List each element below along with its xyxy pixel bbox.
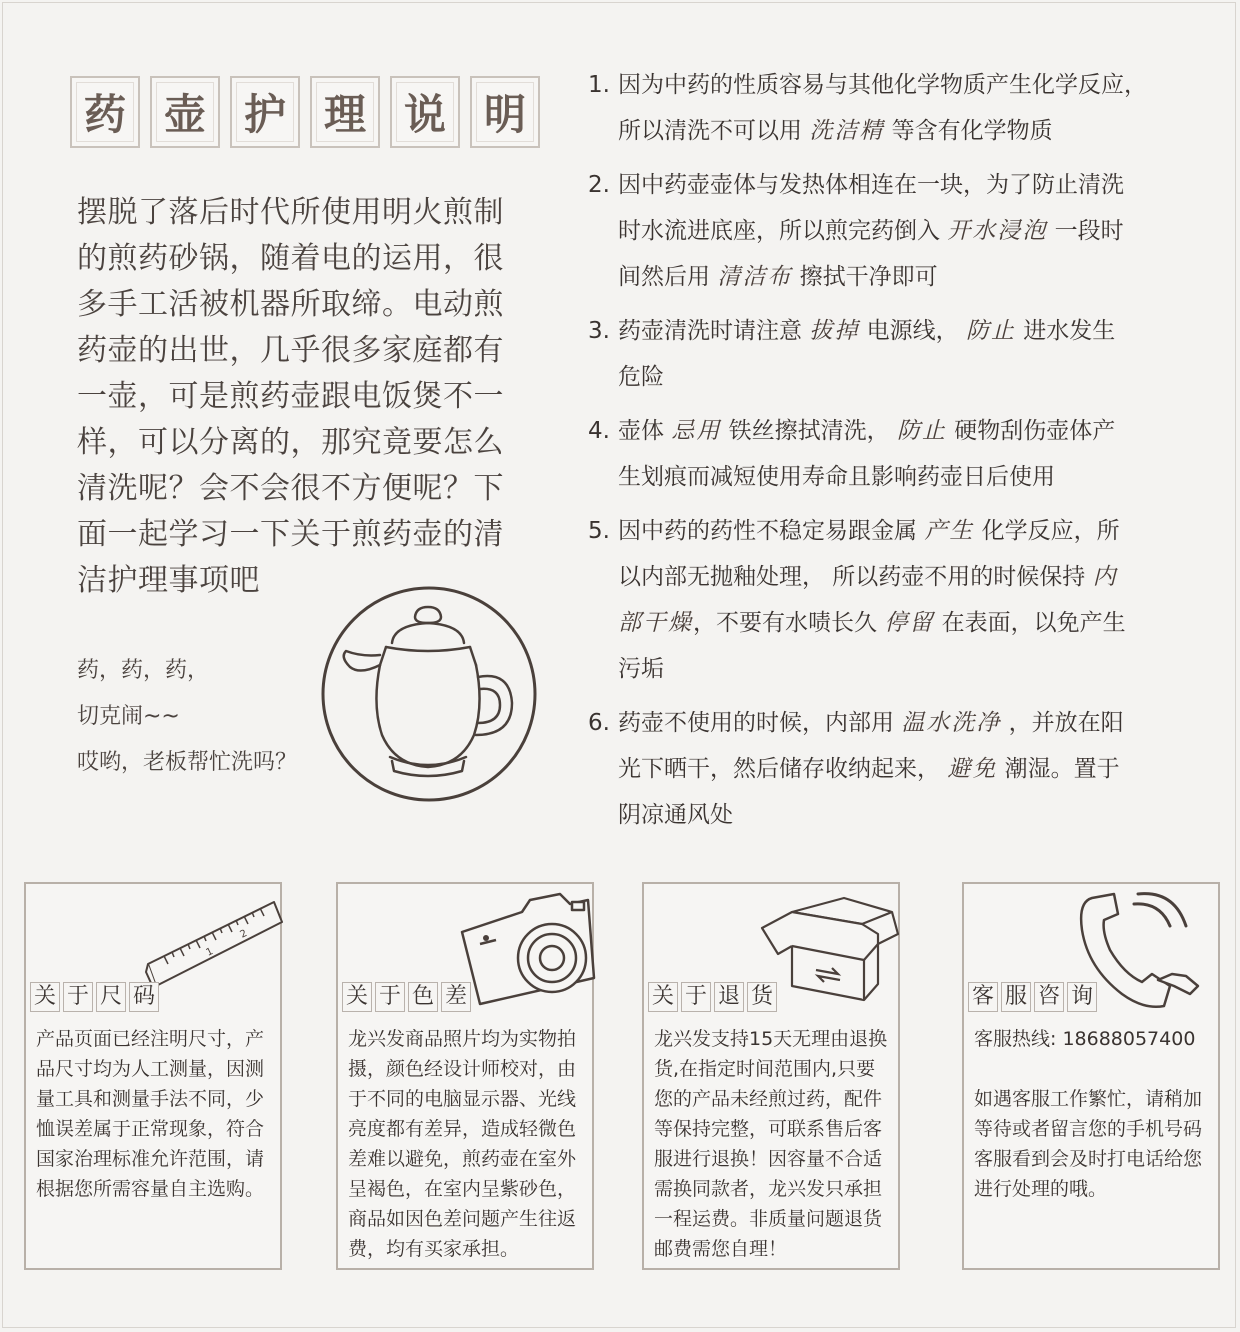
care-item-text bbox=[618, 408, 1188, 500]
card-body-line: 客服看到会及时打电话给您 bbox=[974, 1148, 1203, 1170]
card-label-char: 服 bbox=[1001, 982, 1031, 1012]
card-body-line: 等待或者留言您的手机号码 bbox=[974, 1118, 1203, 1140]
highlight-phrase: 内 bbox=[1092, 564, 1118, 590]
text-segment: 因中药的药性不稳定易跟金属 bbox=[618, 518, 925, 544]
title-char: 壶 bbox=[150, 76, 220, 148]
card-body-line: 产品页面已经注明尺寸，产 bbox=[36, 1028, 265, 1050]
care-item-line bbox=[618, 792, 1188, 838]
care-instructions-list bbox=[588, 62, 1188, 846]
care-item-text bbox=[618, 700, 1188, 838]
card-body-line: 呈褐色，在室内呈紫砂色， bbox=[348, 1178, 577, 1200]
card-body-line: 费，均有买家承担。 bbox=[348, 1238, 520, 1260]
text-segment: 壶体 bbox=[618, 418, 672, 444]
teapot-illustration bbox=[320, 585, 538, 803]
card-body-line: 您的产品未经煎过药，配件 bbox=[654, 1088, 883, 1110]
care-item-text bbox=[618, 62, 1188, 154]
ruler-icon bbox=[144, 894, 284, 994]
text-segment: 污垢 bbox=[618, 656, 664, 682]
care-item bbox=[588, 162, 1188, 300]
text-segment: 以内部无抛釉处理， 所以药壶不用的时候保持 bbox=[618, 564, 1093, 590]
dialogue-line: 哎哟，老板帮忙洗吗？ bbox=[77, 750, 298, 775]
card-label-char: 关 bbox=[648, 982, 678, 1012]
text-segment: 等含有化学物质 bbox=[884, 118, 1053, 144]
care-item-line bbox=[618, 354, 1188, 400]
intro-line: 清洗呢？会不会很不方便呢？下 bbox=[77, 471, 504, 506]
text-segment: 进水发生 bbox=[1015, 318, 1116, 344]
title-char: 明 bbox=[470, 76, 540, 148]
care-item-line bbox=[618, 554, 1188, 600]
care-item-text bbox=[618, 508, 1188, 692]
intro-line: 摆脱了落后时代所使用明火煎制 bbox=[77, 195, 504, 230]
card-body-line: 品尺寸均为人工测量，因测 bbox=[36, 1058, 265, 1080]
card-body-line: 货,在指定时间范围内,只要 bbox=[654, 1058, 876, 1080]
highlight-phrase: 忌用 bbox=[671, 418, 722, 444]
card-body-line: 需换同款者，龙兴发只承担 bbox=[654, 1178, 883, 1200]
card-body-line: 龙兴发支持15天无理由退换 bbox=[654, 1028, 888, 1050]
card-color-body bbox=[348, 1024, 582, 1264]
card-body-line: 差难以避免，煎药壶在室外 bbox=[348, 1148, 577, 1170]
card-body-line: 邮费需您自理！ bbox=[654, 1238, 788, 1260]
intro-line: 的煎药砂锅，随着电的运用，很 bbox=[77, 241, 504, 276]
care-item-line bbox=[618, 700, 1188, 746]
care-item-line bbox=[618, 508, 1188, 554]
text-segment: 硬物刮伤壶体产 bbox=[946, 418, 1116, 444]
card-size-body bbox=[36, 1024, 270, 1204]
page-title bbox=[70, 76, 540, 148]
dialogue-line: 药，药，药， bbox=[77, 658, 210, 683]
text-segment: ，不要有水啧长久 bbox=[693, 610, 885, 636]
card-body-line: 根据您所需容量自主选购。 bbox=[36, 1178, 265, 1200]
card-label-char: 差 bbox=[441, 982, 471, 1012]
intro-line: 洁护理事项吧 bbox=[77, 563, 260, 598]
card-body-line: 如遇客服工作繁忙，请稍加 bbox=[974, 1088, 1203, 1110]
text-segment: 在表面，以免产生 bbox=[934, 610, 1126, 636]
care-item-line bbox=[618, 254, 1188, 300]
camera-icon bbox=[456, 892, 596, 1010]
care-item-number: 3. bbox=[588, 318, 610, 344]
card-body-line: 客服热线: 18688057400 bbox=[974, 1028, 1196, 1050]
title-char: 说 bbox=[390, 76, 460, 148]
care-item-line bbox=[618, 208, 1188, 254]
card-size bbox=[24, 882, 282, 1270]
care-item-number: 5. bbox=[588, 518, 610, 544]
card-label-char: 退 bbox=[714, 982, 744, 1012]
card-label-char: 询 bbox=[1067, 982, 1097, 1012]
care-item-text bbox=[618, 308, 1188, 400]
card-body-line: 商品如因色差问题产生往返 bbox=[348, 1208, 577, 1230]
text-segment: 生划痕而减短使用寿命且影响药壶日后使用 bbox=[618, 464, 1055, 490]
card-body-line: 国家治理标准允许范围，请 bbox=[36, 1148, 265, 1170]
card-body-line: 亮度都有差异，造成轻微色 bbox=[348, 1118, 577, 1140]
text-segment: 间然后用 bbox=[618, 264, 718, 290]
text-segment: 光下晒干，然后储存收纳起来， bbox=[618, 756, 948, 782]
text-segment: 因为中药的性质容易与其他化学物质产生化学反应， bbox=[618, 72, 1147, 98]
svg-text:1: 1 bbox=[204, 946, 216, 959]
card-label-char: 色 bbox=[408, 982, 438, 1012]
card-body-line: 进行处理的哦。 bbox=[974, 1178, 1108, 1200]
card-label-char: 于 bbox=[63, 982, 93, 1012]
highlight-phrase: 开水浸泡 bbox=[947, 218, 1048, 244]
text-segment: 因中药壶壶体与发热体相连在一块，为了防止清洗 bbox=[618, 172, 1124, 198]
card-label-char: 客 bbox=[968, 982, 998, 1012]
card-return-label bbox=[648, 982, 780, 1012]
care-item bbox=[588, 508, 1188, 692]
card-body-line: 一程运费。非质量问题退货 bbox=[654, 1208, 883, 1230]
card-body-line: 服进行退换！因容量不合适 bbox=[654, 1148, 883, 1170]
card-body-line: 龙兴发商品照片均为实物拍 bbox=[348, 1028, 577, 1050]
intro-line: 面一起学习一下关于煎药壶的清 bbox=[77, 517, 504, 552]
dialogue-text bbox=[77, 648, 337, 786]
care-item bbox=[588, 700, 1188, 838]
text-segment: 药壶清洗时请注意 bbox=[618, 318, 810, 344]
card-color-label bbox=[342, 982, 474, 1012]
highlight-phrase: 停留 bbox=[884, 610, 935, 636]
text-segment: 电源线， bbox=[859, 318, 966, 344]
highlight-phrase: 温水洗净 bbox=[901, 710, 1002, 736]
care-item-line bbox=[618, 308, 1188, 354]
card-label-char: 关 bbox=[30, 982, 60, 1012]
text-segment: 擦拭干净即可 bbox=[792, 264, 938, 290]
care-item-line bbox=[618, 646, 1188, 692]
card-body-line: 量工具和测量手法不同，少 bbox=[36, 1088, 265, 1110]
title-char: 理 bbox=[310, 76, 380, 148]
title-char: 护 bbox=[230, 76, 300, 148]
card-body-line: 等保持完整，可联系售后客 bbox=[654, 1118, 883, 1140]
title-char: 药 bbox=[70, 76, 140, 148]
care-item-number: 2. bbox=[588, 172, 610, 198]
highlight-phrase: 洗洁精 bbox=[809, 118, 885, 144]
care-item-number: 1. bbox=[588, 72, 610, 98]
card-label-char: 咨 bbox=[1034, 982, 1064, 1012]
card-label-char: 货 bbox=[747, 982, 777, 1012]
care-item-number: 4. bbox=[588, 418, 610, 444]
text-segment: ，并放在阳 bbox=[1001, 710, 1124, 736]
intro-text bbox=[77, 190, 547, 604]
care-item bbox=[588, 62, 1188, 154]
card-label-char: 关 bbox=[342, 982, 372, 1012]
text-segment: 所以清洗不可以用 bbox=[618, 118, 810, 144]
care-item-line bbox=[618, 62, 1188, 108]
dialogue-line: 切克闹~~ bbox=[77, 704, 180, 729]
card-label-char: 于 bbox=[375, 982, 405, 1012]
highlight-phrase: 防止 bbox=[896, 418, 947, 444]
text-segment: 危险 bbox=[618, 364, 664, 390]
care-item-number: 6. bbox=[588, 710, 610, 736]
text-segment: 化学反应，所 bbox=[974, 518, 1120, 544]
intro-line: 样，可以分离的，那究竟要怎么 bbox=[77, 425, 504, 460]
card-color bbox=[336, 882, 594, 1270]
text-segment: 铁丝擦拭清洗， bbox=[721, 418, 897, 444]
card-size-label bbox=[30, 982, 162, 1012]
card-body-line: 恤误差属于正常现象，符合 bbox=[36, 1118, 265, 1140]
care-item-line bbox=[618, 454, 1188, 500]
highlight-phrase: 避免 bbox=[947, 756, 998, 782]
care-item-line bbox=[618, 746, 1188, 792]
card-service-label bbox=[968, 982, 1100, 1012]
card-label-char: 码 bbox=[129, 982, 159, 1012]
card-body-line: 于不同的电脑显示器、光线 bbox=[348, 1088, 577, 1110]
care-item bbox=[588, 408, 1188, 500]
highlight-phrase: 防止 bbox=[965, 318, 1016, 344]
intro-line: 一壶，可是煎药壶跟电饭煲不一 bbox=[77, 379, 504, 414]
svg-text:2: 2 bbox=[238, 928, 250, 941]
card-return-body bbox=[654, 1024, 888, 1264]
care-item-text bbox=[618, 162, 1188, 300]
care-item-line bbox=[618, 162, 1188, 208]
text-segment: 一段时 bbox=[1047, 218, 1124, 244]
text-segment: 潮湿。置于 bbox=[997, 756, 1120, 782]
care-item-line bbox=[618, 600, 1188, 646]
text-segment: 阴凉通风处 bbox=[618, 802, 733, 828]
card-return bbox=[642, 882, 900, 1270]
intro-line: 多手工活被机器所取缔。电动煎 bbox=[77, 287, 504, 322]
highlight-phrase: 拔掉 bbox=[809, 318, 860, 344]
highlight-phrase: 清洁布 bbox=[717, 264, 793, 290]
care-item-line bbox=[618, 408, 1188, 454]
highlight-phrase: 部干燥 bbox=[618, 610, 693, 636]
intro-line: 药壶的出世，几乎很多家庭都有 bbox=[77, 333, 504, 368]
card-label-char: 尺 bbox=[96, 982, 126, 1012]
highlight-phrase: 产生 bbox=[924, 518, 975, 544]
card-service-body bbox=[974, 1024, 1208, 1204]
care-item bbox=[588, 308, 1188, 400]
card-label-char: 于 bbox=[681, 982, 711, 1012]
care-item-line bbox=[618, 108, 1188, 154]
text-segment: 时水流进底座，所以煎完药倒入 bbox=[618, 218, 948, 244]
card-body-line: 摄，颜色经设计师校对，由 bbox=[348, 1058, 577, 1080]
card-service bbox=[962, 882, 1220, 1270]
text-segment: 药壶不使用的时候，内部用 bbox=[618, 710, 902, 736]
